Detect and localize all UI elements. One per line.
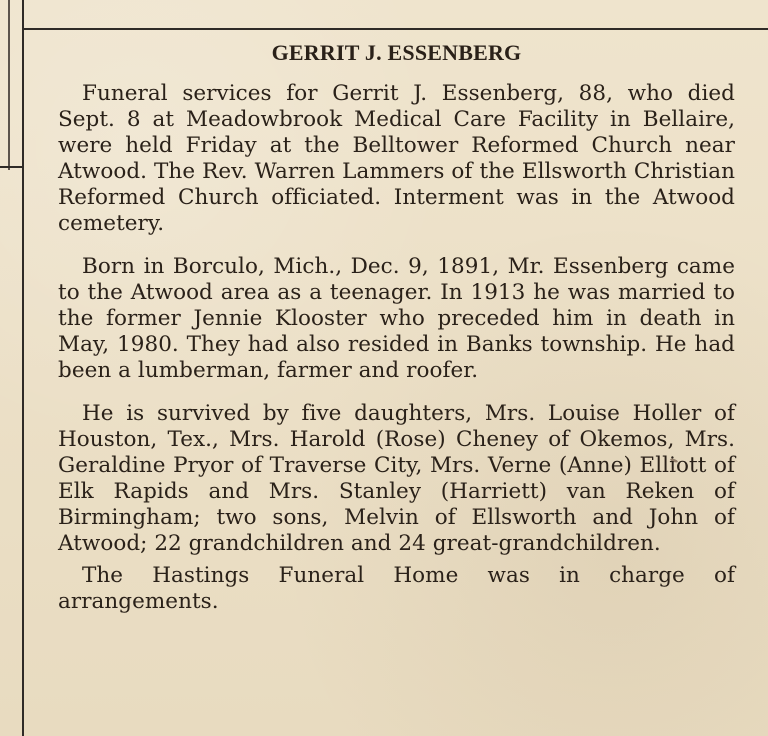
paragraph-funeral-services: Funeral services for Gerrit J. Essenberg, 88, who died Sept. 8 at Meadowbrook Medical Care Facility in Bellaire, were held Friday at the Belltower Reformed Church near Atwood. The Rev. Warren Lammers of the Ellsworth Christian Reformed Church officiated. Interment was in the Atwood cemetery. (58, 81, 735, 237)
paragraph-survivors: He is survived by five daughters, Mrs. Louise Holler of Houston, Tex., Mrs. Harold (Rose) Cheney of Okemos, Mrs. Geraldine Pryor of Traverse City, Mrs. Verne (Anne) Elliott of Elk Rapids and Mrs. Stanley (Harriett) van Reken of Birmingham; two sons, Melvin of Ellsworth and John of Atwood; 22 grandchildren and 24 great-grandchildren. (58, 401, 735, 557)
column-border-left (22, 0, 24, 736)
left-edge-line (8, 0, 10, 170)
column-border-top (23, 28, 768, 30)
article-title: GERRIT J. ESSENBERG (271, 40, 522, 65)
left-border-tick (0, 166, 22, 168)
paragraph-arrangements: The Hastings Funeral Home was in charge of arrangements. (58, 563, 735, 615)
paragraph-biography: Born in Borculo, Mich., Dec. 9, 1891, Mr. Essenberg came to the Atwood area as a teenager. In 1913 he was married to the former Jennie Klooster who preceded him in death in May, 1980. They had also resided in Banks township. He had been a lumberman, farmer and roofer. (58, 254, 735, 384)
obituary-article (58, 40, 735, 615)
